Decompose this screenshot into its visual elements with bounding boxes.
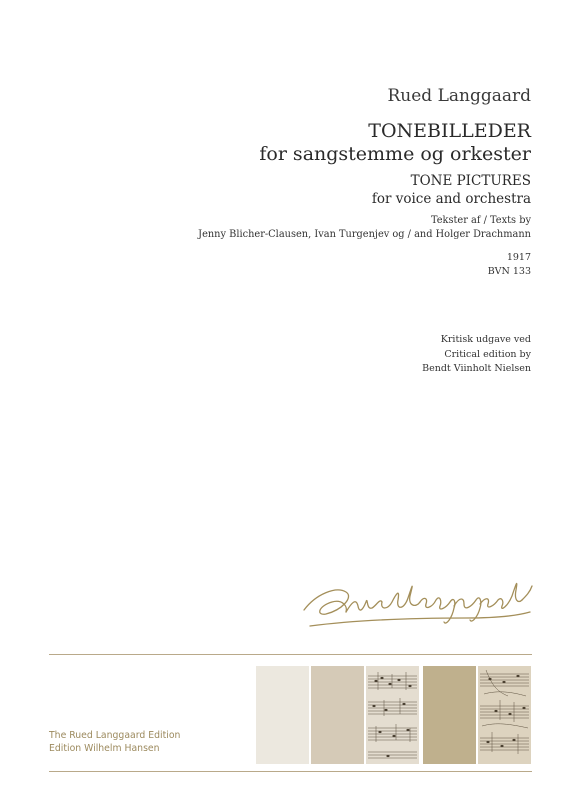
texts-authors: Jenny Blicher-Clausen, Ivan Turgenjev og / and Holger Drachmann bbox=[198, 229, 531, 240]
title-danish-subtitle: for sangstemme og orkester bbox=[259, 143, 531, 165]
composition-info bbox=[488, 251, 531, 279]
edition-label-danish: Kritisk udgave ved bbox=[440, 334, 531, 345]
texts-label: Tekster af / Texts by bbox=[430, 215, 531, 226]
divider-top bbox=[49, 654, 532, 655]
composition-year: 1917 bbox=[506, 252, 531, 263]
catalogue-number: BVN 133 bbox=[487, 266, 531, 277]
publisher-credits bbox=[49, 729, 180, 755]
title-danish-main: TONEBILLEDER bbox=[368, 120, 531, 142]
title-danish bbox=[259, 120, 531, 166]
composer-name: Rued Langgaard bbox=[387, 86, 531, 106]
color-swatch-1 bbox=[256, 666, 309, 764]
manuscript-image-2 bbox=[478, 666, 531, 764]
color-swatch-3 bbox=[423, 666, 476, 764]
text-credits bbox=[198, 214, 531, 242]
manuscript-image-1 bbox=[366, 666, 419, 764]
edition-credits bbox=[422, 333, 531, 377]
title-english bbox=[372, 172, 531, 208]
publisher-series: The Rued Langgaard Edition bbox=[49, 730, 181, 741]
editor-name: Bendt Viinholt Nielsen bbox=[422, 363, 531, 374]
title-english-subtitle: for voice and orchestra bbox=[371, 191, 531, 207]
color-swatch-2 bbox=[311, 666, 364, 764]
publisher-name: Edition Wilhelm Hansen bbox=[49, 743, 160, 754]
edition-label-english: Critical edition by bbox=[444, 348, 531, 360]
divider-bottom bbox=[49, 771, 532, 772]
composer-signature bbox=[296, 566, 536, 636]
title-english-main: TONE PICTURES bbox=[410, 173, 531, 189]
